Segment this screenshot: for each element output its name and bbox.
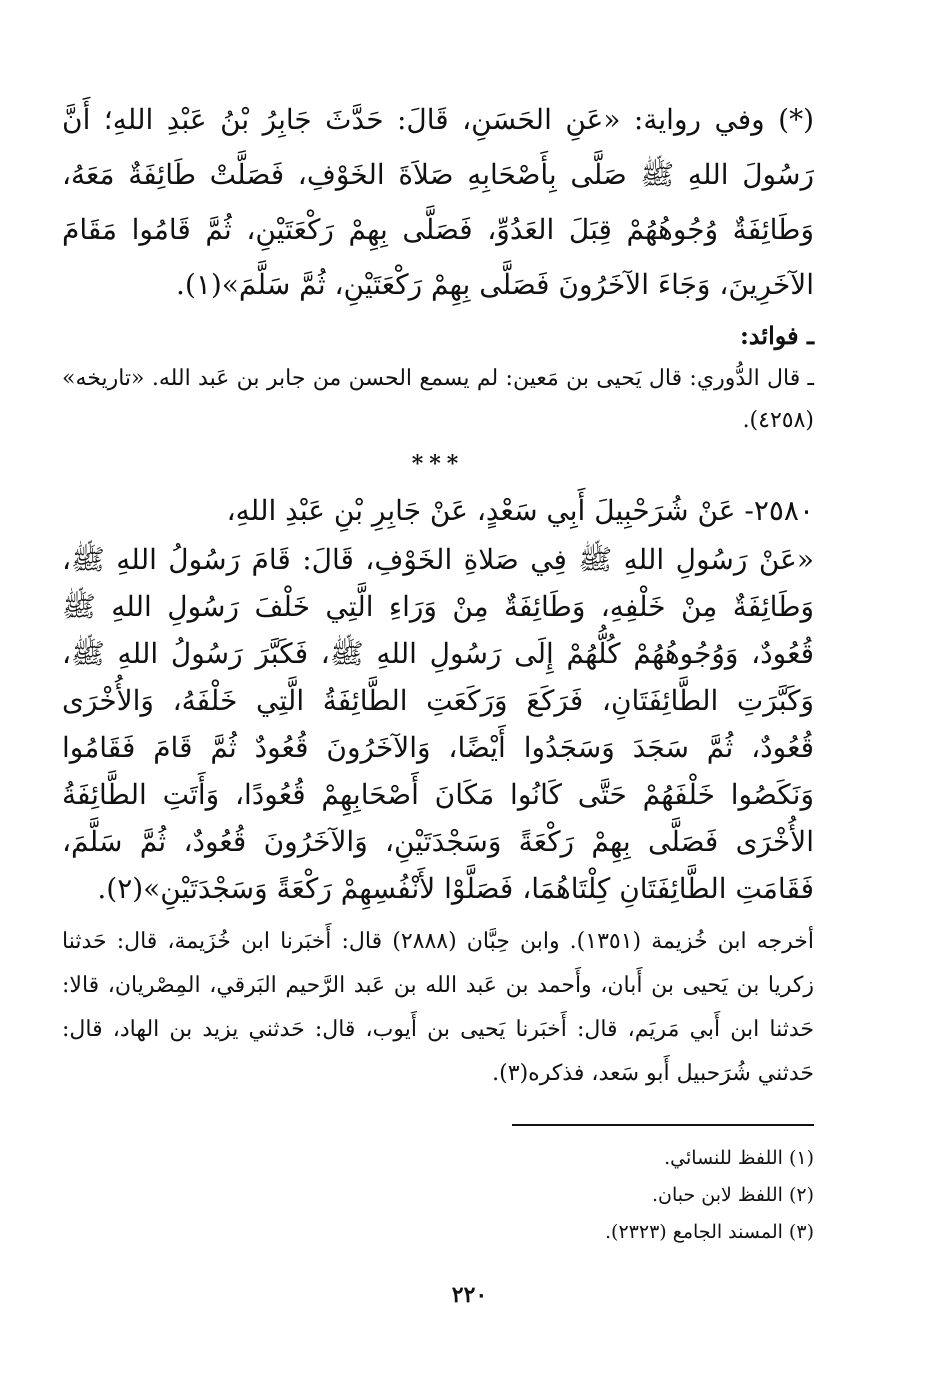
footnote-1: (١) اللفظ للنسائي. — [664, 1147, 814, 1169]
footnote-2: (٢) اللفظ لابن حبان. — [651, 1184, 814, 1206]
hadith-variant-paragraph: (*) وفي رواية: «عَنِ الحَسَنِ، قَالَ: حَدَّثَ جَابِرُ بْنُ عَبْدِ اللهِ؛ أَنَّ رَسُولَ اللهِ ﷺ صَلَّى بِأَصْحَابِهِ صَلاَةَ الخَوْفِ، فَصَلَّتْ طَائِفَةٌ مَعَهُ، وَطَائِفَةٌ وُجُوهُهُمْ قِبَلَ العَدُوِّ، فَصَلَّى بِهِمْ رَكْعَتَيْنِ، ثُمَّ قَامُوا مَقَامَ الآخَرِينَ، وَجَاءَ الآخَرُونَ فَصَلَّى بِهِمْ رَكْعَتَيْنِ، ثُمَّ سَلَّمَ»(١). — [62, 103, 814, 301]
takhrij-paragraph: أخرجه ابن خُزيمة (١٣٥١). وابن حِبَّان (٢٨٨٨) قال: أَخبَرنا ابن خُزَيمة، قال: حَدثنا زكريا بن يَحيى بن أَبان، وأَحمد بن عَبد الله بن عَبد الرَّحيم البَرقي، المِصْريان، قالا: حَدثنا ابن أَبي مَريَم، قال: أَخبَرنا يَحيى بن أَيوب، قال: حَدثني يزيد بن الهاد، قال: حَدثني شُرَحبيل أَبو سَعد، فذكره(٣). — [62, 929, 815, 1086]
footnote-divider — [512, 1124, 814, 1126]
footnotes — [62, 1140, 814, 1251]
section-separator: *** — [411, 451, 465, 477]
hadith-text: «عَنْ رَسُولِ اللهِ ﷺ فِي صَلاةِ الخَوْفِ، قَالَ: قَامَ رَسُولُ اللهِ ﷺ، وَطَائِفَةٌ مِنْ خَلْفِهِ، وَطَائِفَةٌ مِنْ وَرَاءِ الَّتِي خَلْفَ رَسُولِ اللهِ ﷺ قُعُودٌ، وَوُجُوهُهُمْ كُلُّهُمْ إِلَى رَسُولِ اللهِ ﷺ، فَكَبَّرَ رَسُولُ اللهِ ﷺ، وَكَبَّرَتِ الطَّائِفَتَانِ، فَرَكَعَ وَرَكَعَتِ الطَّائِفَةُ الَّتِي خَلْفَهُ، وَالأُخْرَى قُعُودٌ، ثُمَّ سَجَدَ وَسَجَدُوا أَيْضًا، وَالآخَرُونَ قُعُودٌ ثُمَّ قَامَ فَقَامُوا وَنَكَصُوا خَلْفَهُمْ حَتَّى كَانُوا مَكَانَ أَصْحَابِهِمْ قُعُودًا، وَأَتَتِ الطَّائِفَةُ الأُخْرَى فَصَلَّى بِهِمْ رَكْعَةً وَسَجْدَتَيْنِ، وَالآخَرُونَ قُعُودٌ، ثُمَّ سَلَّمَ، فَقَامَتِ الطَّائِفَتَانِ كِلْتَاهُمَا، فَصَلَّوْا لأَنْفُسِهِمْ رَكْعَةً وَسَجْدَتَيْنِ»(٢). — [62, 543, 815, 905]
footnote-3: (٣) المسند الجامع (٢٣٢٣). — [605, 1221, 814, 1243]
page-number: ٢٢٠ — [451, 1282, 488, 1308]
benefits-heading: ـ فوائد: — [739, 321, 814, 350]
hadith-header: ٢٥٨٠- عَنْ شُرَحْبِيلَ أَبِي سَعْدٍ، عَنْ جَابِرِ بْنِ عَبْدِ اللهِ، — [226, 494, 814, 527]
benefits-note: ـ قال الدُّوري: قال يَحيى بن مَعين: لم يسمع الحسن من جابر بن عَبد الله. «تاريخه» (٤٢٥٨). — [62, 366, 814, 433]
page-body — [62, 92, 814, 1096]
